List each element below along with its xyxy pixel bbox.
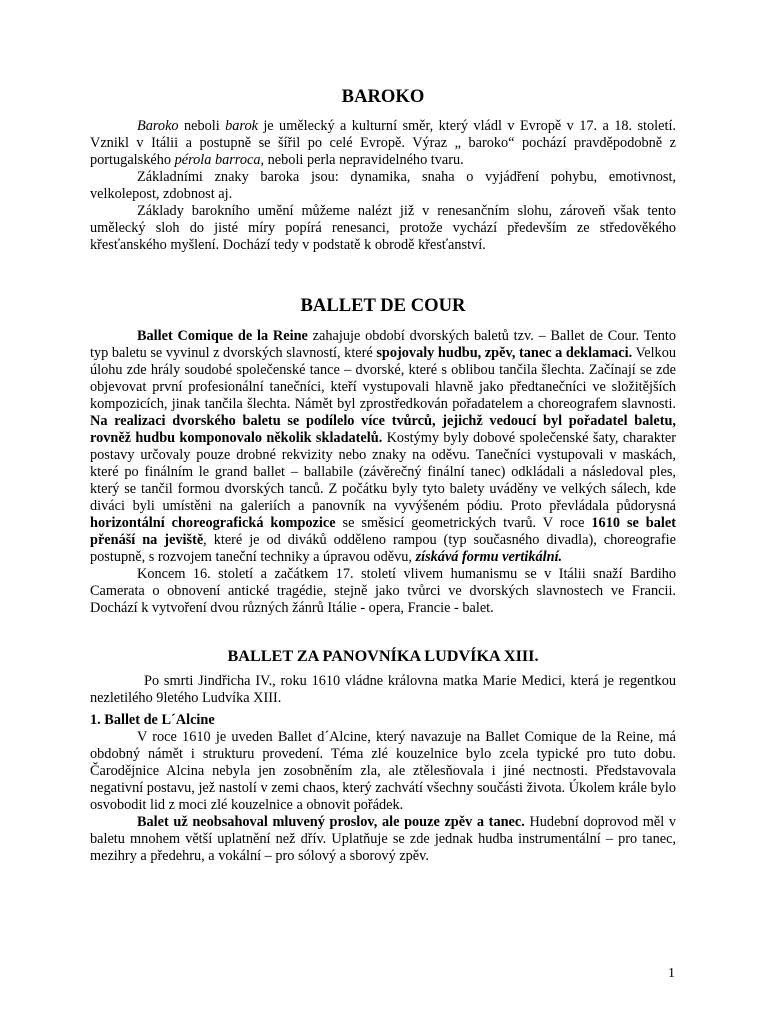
text-run: Po smrti Jindřicha IV., roku 1610 vládne královna matka Marie Medici, která je regentkou nezletilého 9letého Ludvíka XIII. [90, 673, 676, 706]
text-run: , neboli perla nepravidelného tvaru. [260, 152, 464, 168]
text-run: Ballet Comique de la Reine [137, 328, 308, 344]
title-baroko: BAROKO [341, 86, 425, 107]
text-run: horizontální choreografická kompozice [90, 515, 336, 531]
text-run: Základními znaky baroka jsou: dynamika, snaha o vyjádření pohybu, emotivnost, velkolepost, zdobnost aj. [90, 169, 676, 202]
subheading-alcine: 1. Ballet de L´Alcine [90, 712, 215, 728]
text-run: Základy barokního umění můžeme nalézt již v renesančním slohu, zároveň však tento umělecký sloh do jisté míry popírá renesanci, protože vychází především ze středověkého křesťanského myšlení. Dochází tedy v podstatě k obrodě křesťanství. [90, 203, 676, 253]
text-run: je umělecký a kulturní směr, který vládl v Evropě v 17. a 18. století. Vznikl v Itálii a postupně se šířil po celé Evropě. Výraz „ baroko“ pochází pravděpodobně z portugalského [90, 118, 676, 168]
text-run: barok [225, 118, 258, 134]
paragraph-baroko-features [90, 169, 676, 203]
title-ludvik: BALLET ZA PANOVNÍKA LUDVÍKA XIII. [227, 647, 539, 665]
title-ballet-de-cour: BALLET DE COUR [300, 295, 466, 316]
text-run: Hudební doprovod měl v baletu mnohem větší uplatnění než dřív. Uplatňuje se zde jednak hudba instrumentální – pro tanec, mezihry a předehru, a vokální – pro sólový a sborový zpěv. [90, 814, 676, 864]
text-run: Velkou úlohu zde hrály soudobé společenské tance – dvorské, které s oblibou tančila šlechta. Začínají se zde objevovat první profesionální tanečníci, kteří vystupovali hlavně jako předtanečníci ve složitějších kompozicích, jinak tančila šlechta. Námět byl zprostředkován pořadatelem a choreografem slavnosti. [90, 345, 676, 412]
text-run: Na realizaci dvorského baletu se podílelo více tvůrců, jejichž vedoucí byl pořadatel baletu, rovněž hudbu komponovalo několik skladatelů. [90, 413, 676, 446]
text-run: zahajuje období dvorských baletů tzv. – Ballet de Cour. Tento typ baletu se vyvinul z dvorských slavností, které [90, 328, 676, 361]
text-run: Kostýmy byly dobové společenské šaty, charakter postavy určovaly pouze drobné rekvizity nebo znaky na oděvu. Tanečníci vystupovali v maskách, které po finálním le grand ballet – ballabile (závěrečný finální tanec) odkládali a následoval ples, který se tančil formou dvorských tanců. Z počátku byly tyto balety uváděny ve velkých sálech, kde diváci byli umístěni na galeriích a panovník na vyvýšeném pódiu. Proto převládala půdorysná [90, 430, 676, 514]
document-page [90, 86, 676, 865]
text-run: neboli [178, 118, 226, 134]
paragraph-baroko-foundations [90, 203, 676, 254]
paragraph-jindrich [90, 673, 676, 707]
paragraph-baroko-definition [90, 118, 676, 169]
text-run: pérola barroca [174, 152, 261, 168]
text-run: 1610 se balet přenáší na jeviště [90, 515, 676, 548]
text-run: Balet už neobsahoval mluvený proslov, ale pouze zpěv a tanec. [137, 814, 525, 830]
paragraph-music [90, 814, 676, 865]
text-run: získává formu vertikální. [415, 549, 563, 565]
paragraph-camerata [90, 566, 676, 617]
text-run: Baroko [137, 118, 179, 134]
text-run: Koncem 16. století a začátkem 17. století vlivem humanismu se v Itálii snaží Bardiho Camerata o obnovení antické tragédie, stejně jako tvůrci ve dvorských slavnostech ve Francii. Dochází k vytvoření dvou různých žánrů Itálie - opera, Francie - balet. [90, 566, 676, 616]
paragraph-ballet-comique [90, 328, 676, 566]
text-run: V roce 1610 je uveden Ballet d´Alcine, který navazuje na Ballet Comique de la Reine, má obdobný námět i strukturu provedení. Téma zlé kouzelnice bylo zcela typické pro tuto dobu. Čarodějnice Alcina nebyla jen zosobněním zla, ale ztělesňovala i jiné nectnosti. Představovala negativní postavu, jež nastolí v zemi chaos, který zachvátí všechny součásti života. Úkolem krále bylo osvobodit lid z moci zlé kouzelnice a obnovit pořádek. [90, 729, 676, 813]
paragraph-alcine [90, 729, 676, 814]
text-run: spojovaly hudbu, zpěv, tanec a deklamaci. [376, 345, 633, 361]
page-number: 1 [668, 966, 675, 981]
text-run: se směsicí geometrických tvarů. V roce [335, 515, 592, 531]
text-run: , které je od diváků odděleno rampou (typ současného divadla), choreografie postupně, s rozvojem taneční techniky a úpravou oděvu, [90, 532, 676, 565]
